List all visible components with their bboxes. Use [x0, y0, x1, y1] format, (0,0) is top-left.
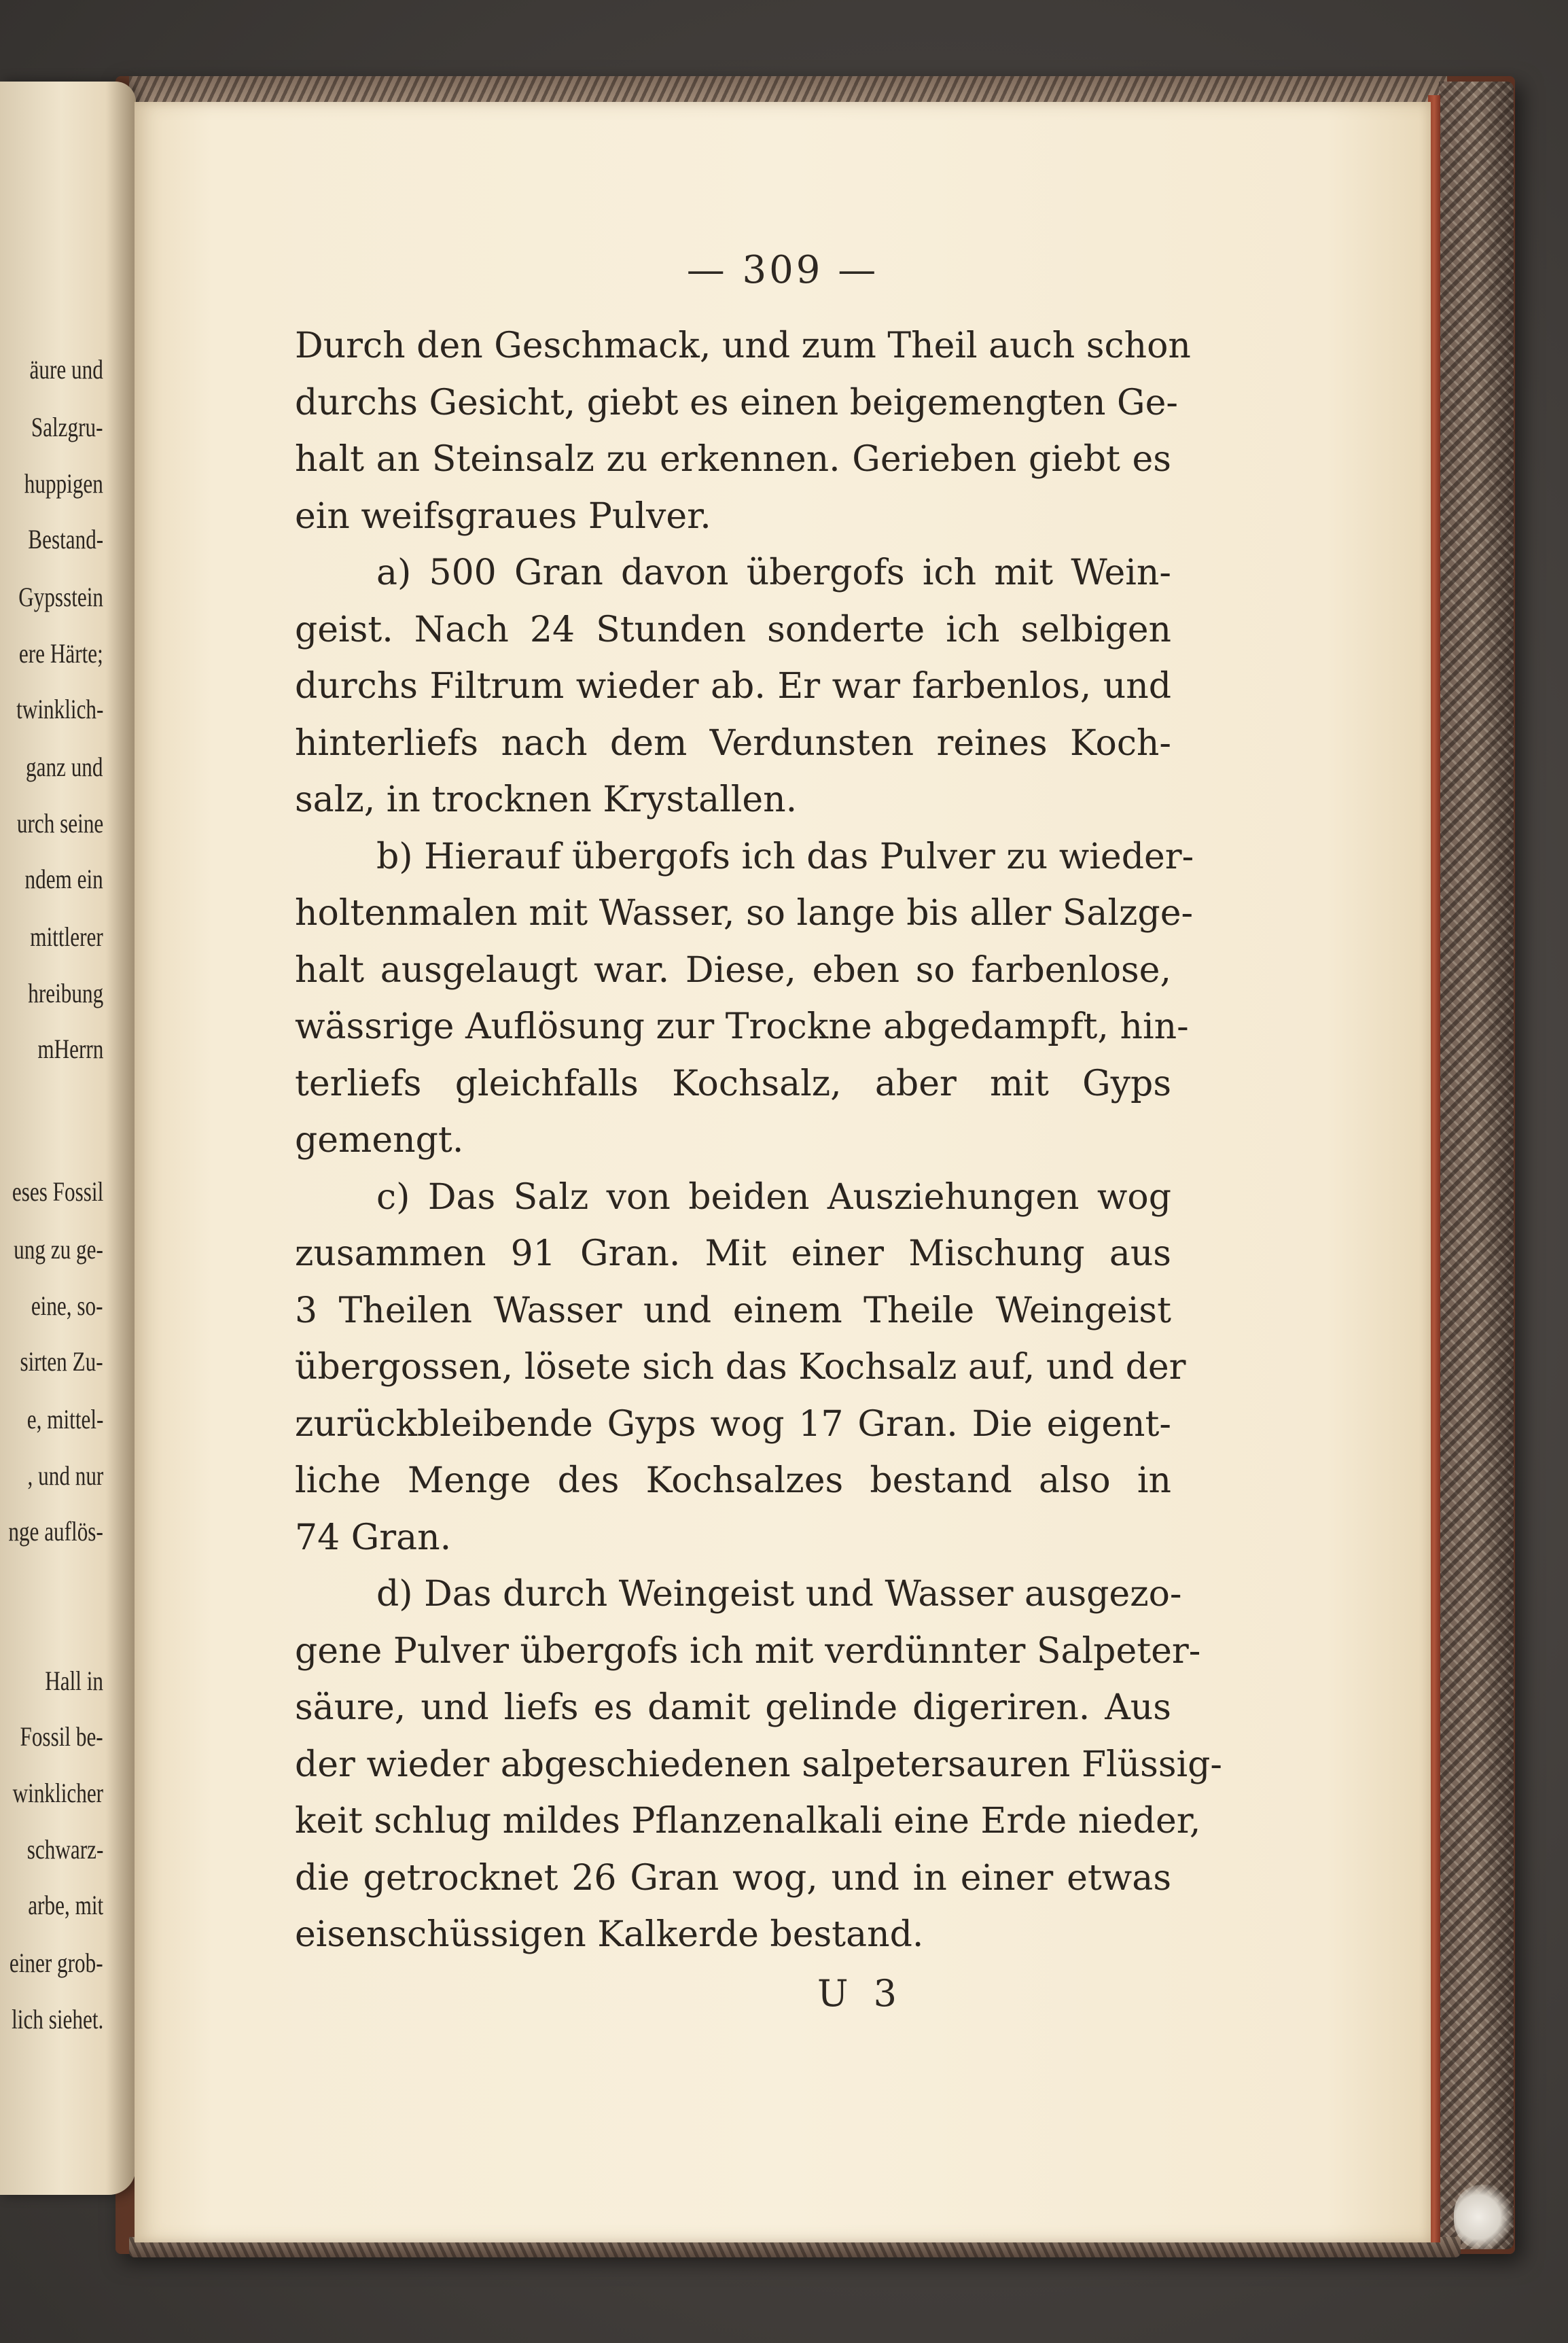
left-page-fragment: nge auflös-: [8, 1516, 103, 1547]
text-line: salz, in trocknen Krystallen.: [295, 779, 798, 820]
text-line: gene Pulver übergofs ich mit verdünnter Salpeter-: [295, 1630, 1201, 1672]
left-page-fragment: twinklich-: [16, 694, 103, 724]
marbled-edge-right: [1439, 82, 1514, 2249]
left-page-fragment: Hall in: [45, 1666, 103, 1696]
page-number-header: — 309 —: [686, 248, 879, 292]
marbled-edge-top: [129, 76, 1447, 105]
left-page-text: [0, 82, 136, 2195]
left-page-fragment: huppigen: [24, 468, 103, 499]
text-line: holtenmalen mit Wasser, so lange bis aller Salzge-: [295, 893, 1194, 934]
left-page-fragment: ganz und: [26, 752, 103, 782]
text-line: säure, und liefs es damit gelinde digeriren. Aus: [295, 1687, 1171, 1728]
signature-mark: U 3: [817, 1972, 904, 2015]
text-line: wässrige Auflösung zur Trockne abgedampft, hin-: [295, 1006, 1189, 1047]
text-line: ein weifsgraues Pulver.: [295, 495, 711, 537]
left-page-fragment: Gypsstein: [18, 582, 103, 612]
left-page-fragment: lich siehet.: [11, 2004, 103, 2034]
left-page-fragment: arbe, mit: [28, 1890, 103, 1920]
text-line: Durch den Geschmack, und zum Theil auch schon: [295, 325, 1191, 366]
left-page-fragment: mHerrn: [37, 1034, 103, 1064]
left-page-fragment: urch seine: [16, 808, 103, 839]
text-line: halt an Steinsalz zu erkennen. Gerieben giebt es: [295, 439, 1171, 480]
text-line: keit schlug mildes Pflanzenalkali eine Erde nieder,: [295, 1801, 1201, 1842]
left-page-fragment: Fossil be-: [20, 1721, 103, 1752]
text-line: d) Das durch Weingeist und Wasser ausgezo-: [376, 1574, 1182, 1615]
frayed-corner: [1454, 2185, 1515, 2249]
text-line: durchs Filtrum wieder ab. Er war farbenlos, und: [295, 666, 1171, 707]
text-line: eisenschüssigen Kalkerde bestand.: [295, 1914, 924, 1955]
left-page-fragment: , und nur: [27, 1460, 103, 1491]
right-page: [135, 102, 1431, 2242]
left-page-fragment: Salzgru-: [31, 412, 103, 442]
left-page-fragment: sirten Zu-: [20, 1346, 103, 1377]
left-page-fragment: ndem ein: [24, 864, 103, 894]
text-line: gemengt.: [295, 1120, 464, 1161]
text-line: c) Das Salz von beiden Ausziehungen wog: [376, 1176, 1171, 1218]
left-page-fragment: hreibung: [28, 978, 103, 1008]
text-line: 74 Gran.: [295, 1517, 452, 1558]
left-page-fragment: mittlerer: [30, 921, 103, 952]
left-page-fragment: schwarz-: [26, 1834, 103, 1865]
text-line: zurückbleibende Gyps wog 17 Gran. Die eigent-: [295, 1403, 1171, 1445]
text-line: halt ausgelaugt war. Diese, eben so farbenlose,: [295, 949, 1171, 991]
text-line: a) 500 Gran davon übergofs ich mit Wein-: [376, 552, 1171, 593]
left-page-fragment: einer grob-: [10, 1948, 103, 1978]
text-line: zusammen 91 Gran. Mit einer Mischung aus: [295, 1233, 1171, 1274]
text-line: hinterliefs nach dem Verdunsten reines Koch-: [295, 722, 1171, 764]
text-line: geist. Nach 24 Stunden sonderte ich selbigen: [295, 609, 1171, 650]
left-page-fragment: ere Härte;: [19, 638, 103, 669]
text-line: übergossen, lösete sich das Kochsalz auf, und der: [295, 1347, 1186, 1388]
left-page-fragment: e, mittel-: [26, 1404, 103, 1434]
left-page-fragment: eses Fossil: [12, 1176, 103, 1207]
text-line: terliefs gleichfalls Kochsalz, aber mit Gyps: [295, 1063, 1171, 1104]
body-text: [295, 318, 1222, 1964]
left-page-fragment: eine, so-: [31, 1290, 103, 1321]
left-page-fragment: ung zu ge-: [14, 1234, 103, 1265]
text-line: die getrocknet 26 Gran wog, und in einer etwas: [295, 1857, 1171, 1899]
text-line: der wieder abgeschiedenen salpetersauren Flüssig-: [295, 1744, 1222, 1785]
left-page-fragment: äure und: [29, 354, 103, 385]
left-page-fragment: Bestand-: [28, 524, 103, 554]
left-page-fragment: winklicher: [12, 1778, 103, 1808]
text-line: durchs Gesicht, giebt es einen beigemengten Ge-: [295, 382, 1178, 423]
text-line: 3 Theilen Wasser und einem Theile Weingeist: [295, 1290, 1171, 1331]
text-line: liche Menge des Kochsalzes bestand also in: [295, 1460, 1171, 1501]
text-line: b) Hierauf übergofs ich das Pulver zu wieder-: [376, 836, 1194, 877]
left-page: [0, 82, 136, 2195]
